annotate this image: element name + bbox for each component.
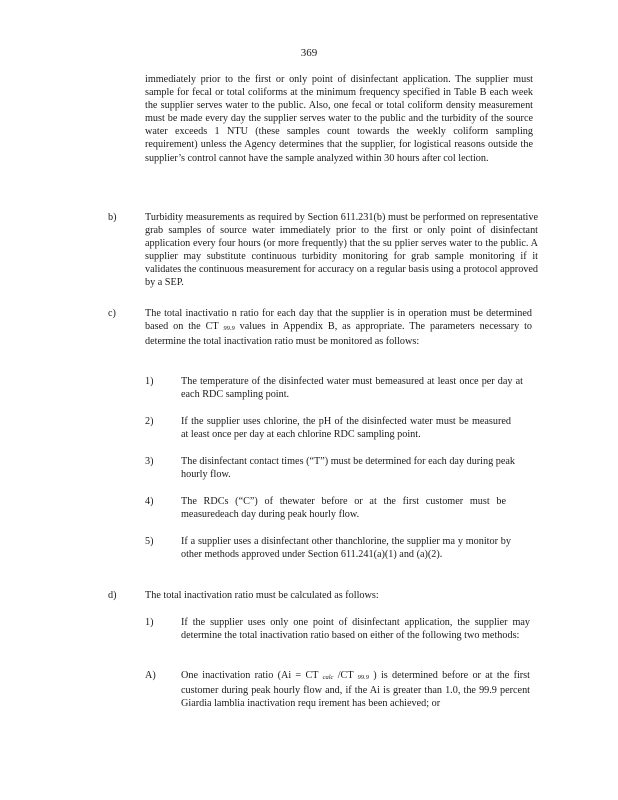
intro-paragraph: immediately prior to the first or only point of disinfectant application. The supplier must sample for fecal or total coliforms at the minimum frequency specified in Table B each week the supplier serves water to the public. Also, one fecal or total coliform density measurement must be made every day the supplier serves water to the public and the turbidity of the source water exceeds 1 NTU (these samples count towards the weekly coliform sampling requirement) unless the Agency determines that the supplier, for logistical reasons outside the supplier’s control cannot have the sample analyzed within 30 hours after col lection. bbox=[145, 74, 533, 164]
section-c-item-4-text: The RDCs (“C”) of thewater before or at the first customer must be measuredeach day during peak hourly flow. bbox=[181, 496, 506, 521]
page-number: 369 bbox=[300, 47, 318, 59]
section-c-item-4-marker: 4) bbox=[145, 496, 154, 507]
section-c-text-end: values in Appendix B, as appropriate. The parameters necessary to determine the total inactivation ratio must be monitored as follows: bbox=[145, 321, 533, 348]
section-d-item-1-marker: 1) bbox=[145, 617, 154, 628]
section-d-item-a-text bbox=[181, 669, 530, 710]
ct-calc-subscript: calc bbox=[322, 674, 334, 681]
section-c-item-5-marker: 5) bbox=[145, 536, 154, 547]
section-d-paragraph: The total inactivation ratio must be calculated as follows: bbox=[145, 590, 379, 601]
section-b-paragraph: Turbidity measurements as required by Section 611.231(b) must be performed on representative grab samples of source water immediately prior to the first or only point of disinfectant application every four hours (or more frequently) that the su pplier serves water to the public. A supplier may substitute continuous turbidity monitoring for grab sample monitoring if it validates the continuous measurement for accuracy on a regular basis using a protocol approved by a SEP. bbox=[145, 212, 538, 289]
section-c-text-start: The total inactivatio n ratio for each day that the supplier is in operation must be determined based on the CT bbox=[145, 308, 532, 333]
item-a-text-3: ) is determined before or at the first customer during peak hourly flow and, if the Ai is greater than 1.0, the 99.9 percent Giardia lamblia inactivation requ irement has been achieved; or bbox=[181, 670, 530, 710]
item-a-text-2: /CT bbox=[337, 670, 354, 681]
section-c-item-1-marker: 1) bbox=[145, 376, 154, 387]
section-d-item-1-text: If the supplier uses only one point of disinfectant application, the supplier may determine the total inactivation ratio based on either of the following two methods: bbox=[181, 617, 530, 642]
section-c-item-2-text: If the supplier uses chlorine, the pH of the disinfected water must be measured at least once per day at each chlorine RDC sampling point. bbox=[181, 416, 511, 441]
section-d-marker: d) bbox=[108, 590, 117, 601]
section-b-marker: b) bbox=[108, 212, 117, 223]
section-c-paragraph bbox=[145, 307, 532, 348]
ct-999-subscript: 99.9 bbox=[357, 674, 370, 681]
section-c-item-5-text: If a supplier uses a disinfectant other thanchlorine, the supplier ma y monitor by other methods approved under Section 611.241(a)(1) and (a)(2). bbox=[181, 536, 511, 561]
section-c-item-1-text: The temperature of the disinfected water must bemeasured at least once per day at each RDC sampling point. bbox=[181, 376, 523, 401]
section-d-item-a-marker: A) bbox=[145, 670, 156, 681]
section-c-item-2-marker: 2) bbox=[145, 416, 154, 427]
section-c-item-3-marker: 3) bbox=[145, 456, 154, 467]
section-c-item-3-text: The disinfectant contact times (“T”) must be determined for each day during peak hourly flow. bbox=[181, 456, 515, 481]
ct-subscript: 99.9 bbox=[223, 325, 235, 333]
section-c-marker: c) bbox=[108, 308, 116, 319]
item-a-text-1: One inactivation ratio (Ai = CT bbox=[181, 670, 319, 681]
